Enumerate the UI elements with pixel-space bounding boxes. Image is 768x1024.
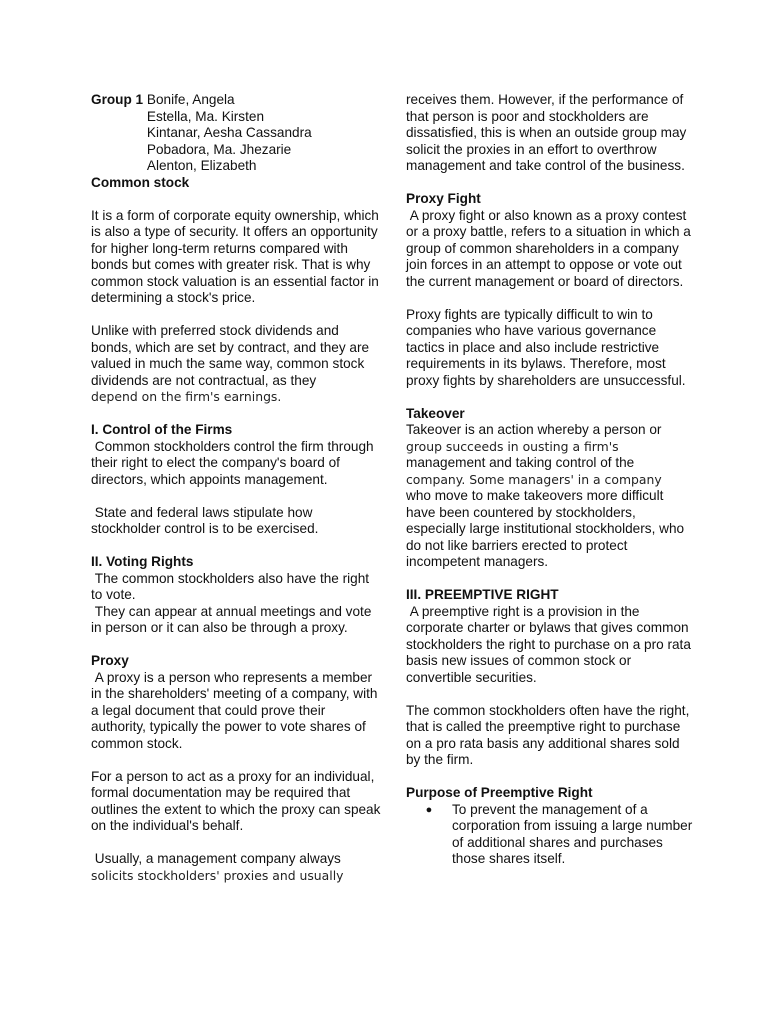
preemptive-heading: III. PREEMPTIVE RIGHT [406,587,559,602]
group-members [147,92,312,175]
proxy-fight-paragraph-2: Proxy fights are typically difficult to win to companies who have various governance tactics in place and also include restrictive requirements in its bylaws. Therefore, most proxy fights by shareholders are unsuccessful. [406,306,686,388]
takeover-line: management and taking control of the [406,455,635,470]
group-label: Group 1 [91,92,144,107]
voting-paragraph: The common stockholders also have the right to vote. [91,570,373,602]
proxy-paragraph: A proxy is a person who represents a member in the shareholders' meeting of a company, with a legal document that could prove their authority, typically the power to vote shares of common stock. [91,669,382,751]
member-name: Bonife, Angela [146,92,235,107]
purpose-list [406,802,696,868]
preemptive-paragraph: A preemptive right is a provision in the corporate charter or bylaws that gives common stockholders the right to purchase on a pro rata basis new issues of common stock or convertible securities. [406,603,695,685]
list-item [406,802,696,868]
takeover-line: Takeover is an action whereby a person or [406,422,662,437]
common-stock-paragraph-2: Unlike with preferred stock dividends and bonds, which are set by contract, and they are valued in much the same way, common stock dividends are not contractual, as they [91,323,370,388]
proxy-fight-heading: Proxy Fight [406,191,481,206]
control-paragraph-2: State and federal laws stipulate how stockholder control is to be exercised. [91,504,319,536]
proxy-paragraph-3: Usually, a management company always [91,851,341,866]
preemptive-paragraph-2: The common stockholders often have the right, that is called the preemptive right to purchase on a pro rata basis any additional shares sold by the firm. [406,702,690,767]
voting-heading: II. Voting Rights [91,554,194,569]
member-name: Alenton, Elizabeth [146,158,257,173]
member-name: Kintanar, Aesha Cassandra [146,125,312,140]
proxy-paragraph-3-end: solicits stockholders' proxies and usually [91,867,344,883]
left-column [91,92,381,884]
common-stock-paragraph-2-end: depend on the firm's earnings. [91,389,282,404]
purpose-heading: Purpose of Preemptive Right [406,785,593,800]
continued-paragraph: receives them. However, if the performance of that person is poor and stockholders are dissatisfied, this is when an outside group may solicit the proxies in an effort to overthrow management and take control of the business. [406,92,687,173]
member-name: Pobadora, Ma. Jhezarie [146,141,292,157]
control-heading: I. Control of the Firms [91,422,233,437]
bullet-icon: ● [425,803,433,816]
proxy-paragraph-2: For a person to act as a proxy for an individual, formal documentation may be required that outlines the extent to which the proxy can speak on the individual's behalf. [91,768,381,833]
list-item-text: To prevent the management of a corporation from issuing a large number of additional shares and purchases those shares itself. [452,801,693,866]
takeover-heading: Takeover [406,405,465,421]
control-paragraph: Common stockholders control the firm through their right to elect the company's board of directors, which appoints management. [91,438,378,487]
member-name: Estella, Ma. Kirsten [146,108,265,124]
voting-paragraph-2: They can appear at annual meetings and vote in person or it can also be through a proxy. [91,603,376,635]
proxy-heading: Proxy [91,653,129,668]
group-block [91,92,381,175]
takeover-paragraph-rest: who move to make takeovers more difficult have been countered by stockholders, especially large institutional stockholders, who do not like barriers erected to protect incompetent managers. [406,488,685,569]
common-stock-heading: Common stock [91,174,190,190]
takeover-line: company. Some managers' in a company [406,471,662,487]
takeover-line: group succeeds in ousting a firm's [406,438,619,454]
right-column [406,92,696,868]
common-stock-paragraph: It is a form of corporate equity ownership, which is also a type of security. It offers an opportunity for higher long-term returns compared with bonds but comes with greater risk. That is why common stock valuation is an essential factor in determining a stock's price. [91,207,379,305]
proxy-fight-paragraph: A proxy fight or also known as a proxy contest or a proxy battle, refers to a situation in which a group of common shareholders in a company join forces in an attempt to oppose or vote out the current management or board of directors. [406,207,695,289]
